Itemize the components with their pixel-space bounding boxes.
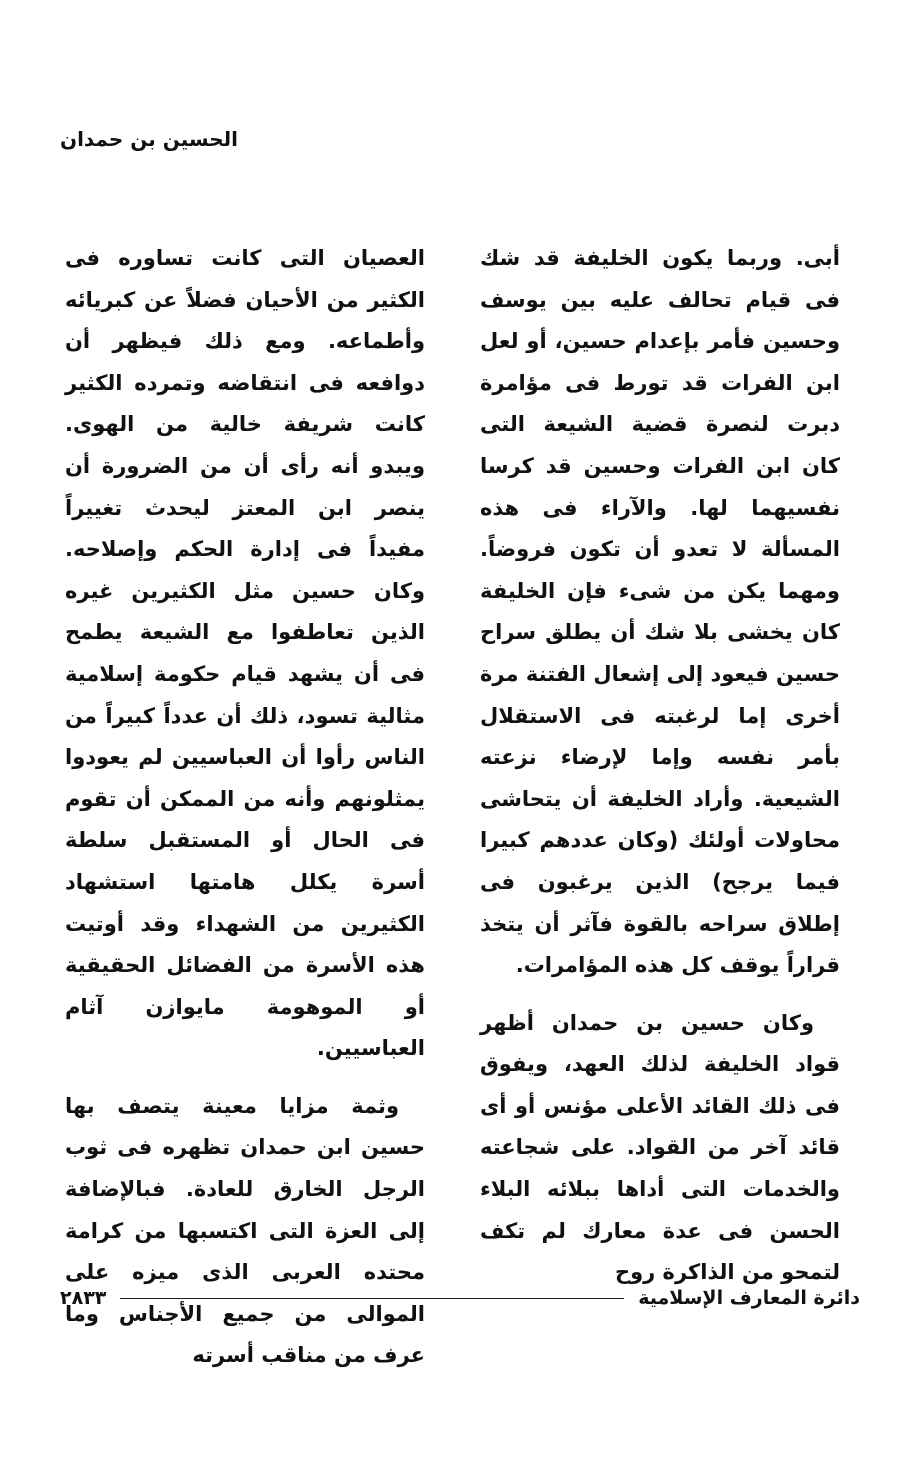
paragraph: وثمة مزايا معينة يتصف بها حسين ابن حمدان تظهره فى ثوب الرجل الخارق للعادة. فبالإضافة إلى العزة التى اكتسبها من كرامة محتده العربى الذى ميزه على الموالى من جميع الأجناس وما عرف من مناقب أسرته bbox=[65, 1093, 425, 1368]
page-footer bbox=[60, 1278, 860, 1318]
right-column bbox=[480, 238, 840, 1294]
footer-title: دائرة المعارف الإسلامية bbox=[638, 1287, 860, 1309]
left-column bbox=[65, 238, 425, 1377]
paragraph: وكان حسين بن حمدان أظهر قواد الخليفة لذلك العهد، ويفوق فى ذلك القائد الأعلى مؤنس أو أى قائد آخر من القواد. على شجاعته والخدمات التى أداها ببلائه البلاء الحسن فى عدة معارك لم تكف لتمحو من الذاكرة روح bbox=[480, 1010, 840, 1285]
running-title: الحسين بن حمدان bbox=[60, 127, 239, 151]
page-number: ٢٨٣٣ bbox=[60, 1287, 107, 1309]
paragraph: أبى. وربما يكون الخليفة قد شك فى قيام تحالف عليه بين يوسف وحسين فأمر بإعدام حسين، أو لعل ابن الفرات قد تورط فى مؤامرة دبرت لنصرة قضية الشيعة التى كان ابن الفرات وحسين قد كرسا نفسيهما لها. والآراء فى هذه المسألة لا تعدو أن تكون فروضاً. ومهما يكن من شىء فإن الخليفة كان يخشى بلا شك أن يطلق سراح حسين فيعود إلى إشعال الفتنة مرة أخرى إما لرغبته فى الاستقلال بأمر نفسه وإما لإرضاء نزعته الشيعية. وأراد الخليفة أن يتحاشى محاولات أولئك (وكان عددهم كبيرا فيما يرجح) الذين يرغبون فى إطلاق سراحه بالقوة فآثر أن يتخذ قراراً يوقف كل هذه المؤامرات. bbox=[480, 246, 840, 978]
paragraph: العصيان التى كانت تساوره فى الكثير من الأحيان فضلاً عن كبريائه وأطماعه. ومع ذلك فيظهر أن دوافعه فى انتقاضه وتمرده الكثير كانت شريفة خالية من الهوى. ويبدو أنه رأى أن من الضرورة أن ينصر ابن المعتز ليحدث تغييراً مفيداً فى إدارة الحكم وإصلاحه. وكان حسين مثل الكثيرين غيره الذين تعاطفوا مع الشيعة يطمح فى أن يشهد قيام حكومة إسلامية مثالية تسود، ذلك أن عدداً كبيراً من الناس رأوا أن العباسيين لم يعودوا يمثلونهم وأنه من الممكن أن تقوم فى الحال أو المستقبل سلطة أسرة يكلل هامتها استشهاد الكثيرين من الشهداء وقد أوتيت هذه الأسرة من الفضائل الحقيقية أو الموهومة مايوازن آثام العباسيين. bbox=[65, 246, 425, 1061]
footer-rule bbox=[120, 1298, 624, 1299]
